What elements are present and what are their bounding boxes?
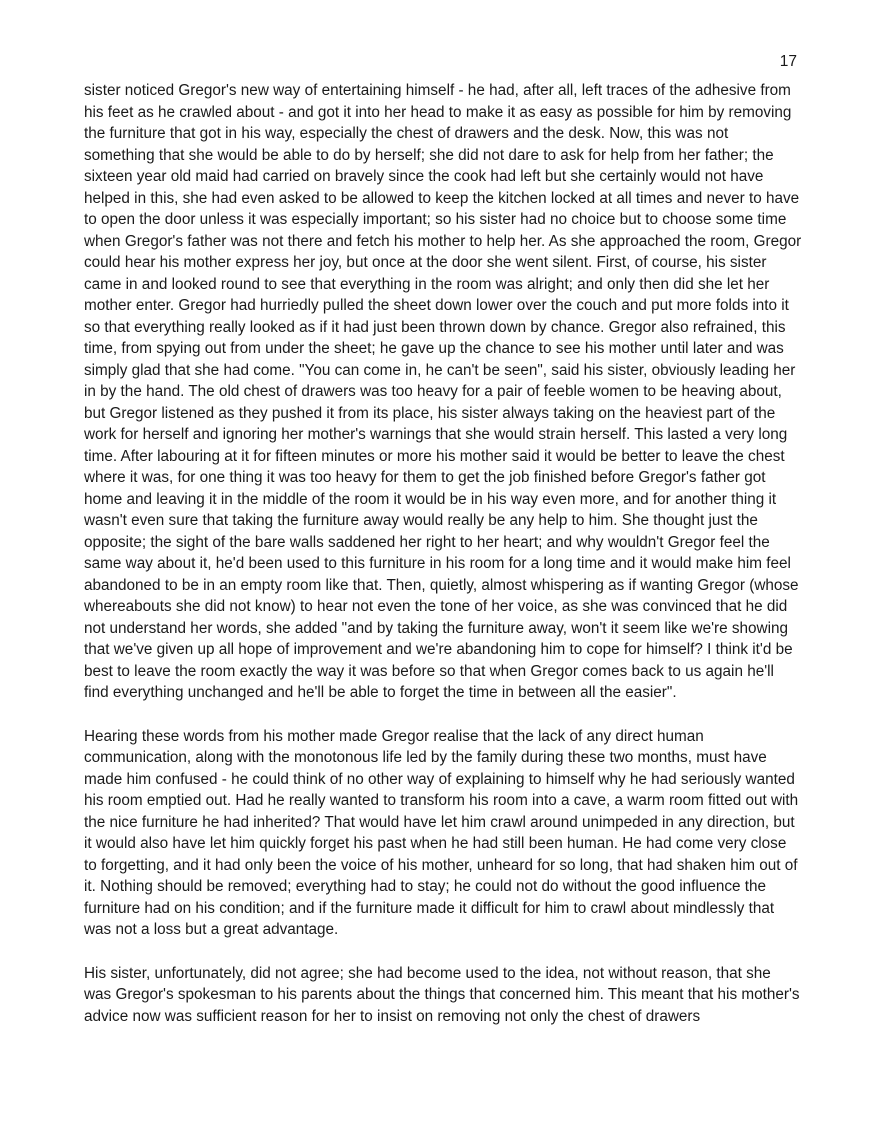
body-text xyxy=(84,80,802,1049)
paragraph-3: His sister, unfortunately, did not agree; she had become used to the idea, not without reason, that she was Gregor's spokesman to his parents about the things that concerned him. This meant that his mother's advice now was sufficient reason for her to insist on removing not only the chest of drawers xyxy=(84,964,800,1025)
paragraph-1: sister noticed Gregor's new way of entertaining himself - he had, after all, left traces of the adhesive from his feet as he crawled about - and got it into her head to make it as easy as possible for him by removing the furniture that got in his way, especially the chest of drawers and the desk. Now, this was not something that she would be able to do by herself; she did not dare to ask for help from her father; the sixteen year old maid had carried on bravely since the cook had left but she certainly would not have helped in this, she had even asked to be allowed to keep the kitchen locked at all times and never to have to open the door unless it was especially important; so his sister had no choice but to choose some time when Gregor's father was not there and fetch his mother to help her. As she approached the room, Gregor could hear his mother express her joy, but once at the door she went silent. First, of course, his sister came in and looked round to see that everything in the room was alright; and only then did she let her mother enter. Gregor had hurriedly pulled the sheet down lower over the couch and put more folds into it so that everything really looked as if it had just been thrown down by chance. Gregor also refrained, this time, from spying out from under the sheet; he gave up the chance to see his mother until later and was simply glad that she had come. "You can come in, he can't be seen", said his sister, obviously leading her in by the hand. The old chest of drawers was too heavy for a pair of feeble women to be heaving about, but Gregor listened as they pushed it from its place, his sister always taking on the heaviest part of the work for herself and ignoring her mother's warnings that she would strain herself. This lasted a very long time. After labouring at it for fifteen minutes or more his mother said it would be better to leave the chest where it was, for one thing it was too heavy for them to get the job finished before Gregor's father got home and leaving it in the middle of the room it would be in his way even more, and for another thing it wasn't even sure that taking the furniture away would really be any help to him. She thought just the opposite; the sight of the bare walls saddened her right to her heart; and why wouldn't Gregor feel the same way about it, he'd been used to this furniture in his room for a long time and it would make him feel abandoned to be in an empty room like that. Then, quietly, almost whispering as if wanting Gregor (whose whereabouts she did not know) to hear not even the tone of her voice, as she was convinced that he did not understand her words, she added "and by taking the furniture away, won't it seem like we're showing that we've given up all hope of improvement and we're abandoning him to cope for himself? I think it'd be best to leave the room exactly the way it was before so that when Gregor comes back to us again he'll find everything unchanged and he'll be able to forget the time in between all the easier". xyxy=(84,82,802,701)
page-number: 17 xyxy=(779,53,797,70)
paragraph-2: Hearing these words from his mother made Gregor realise that the lack of any direct human communication, along with the monotonous life led by the family during these two months, must have made him confused - he could think of no other way of explaining to himself why he had seriously wanted his room emptied out. Had he really wanted to transform his room into a cave, a warm room fitted out with the nice furniture he had inherited? That would have let him crawl around unimpeded in any direction, but it would also have let him quickly forget his past when he had still been human. He had come very close to forgetting, and it had only been the voice of his mother, unheard for so long, that had shaken him out of it. Nothing should be removed; everything had to stay; he could not do without the good influence the furniture had on his condition; and if the furniture made it difficult for him to crawl about mindlessly that was not a loss but a great advantage. xyxy=(84,727,799,938)
